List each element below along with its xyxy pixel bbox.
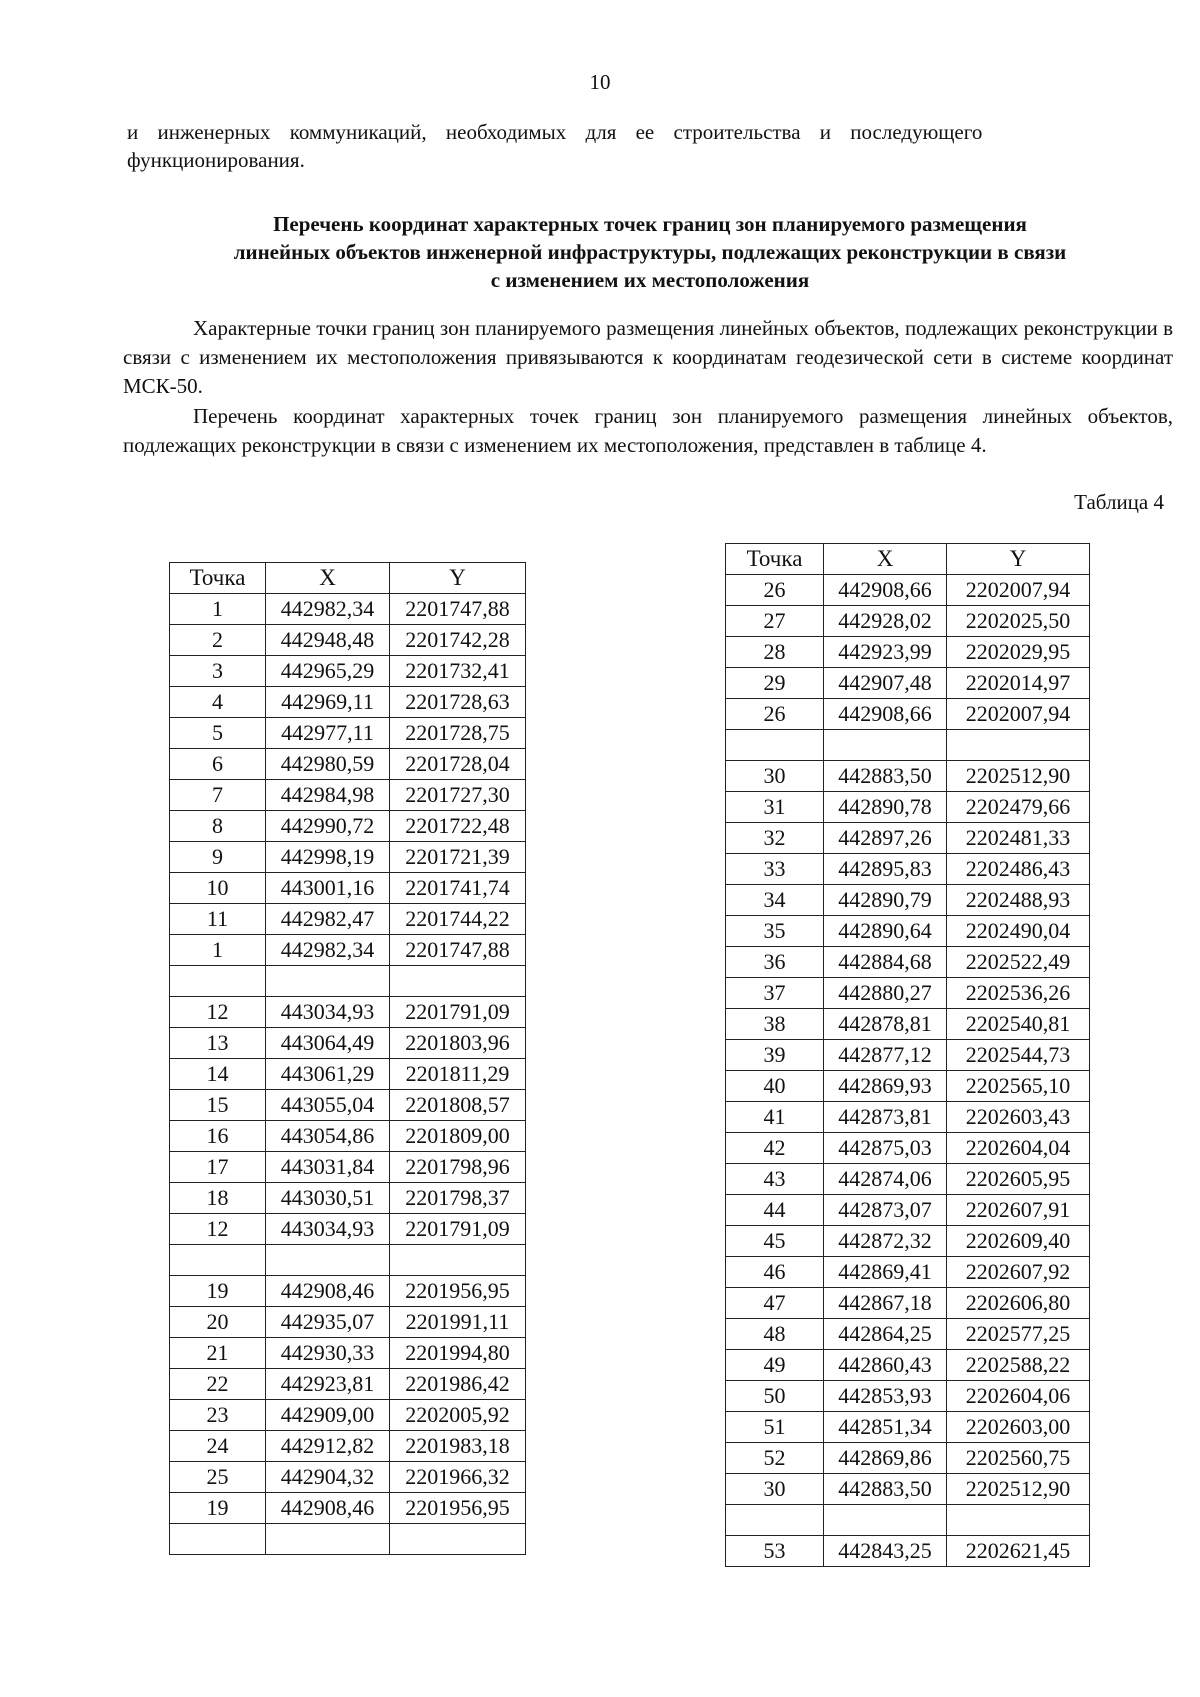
- cell-y: 2201991,11: [390, 1307, 526, 1338]
- cell-point: 9: [170, 842, 266, 873]
- table-row: [170, 625, 526, 656]
- cell-point: 15: [170, 1090, 266, 1121]
- table-row: [170, 1307, 526, 1338]
- cell-x: [266, 1245, 390, 1276]
- cell-y: [390, 1245, 526, 1276]
- cell-x: 442928,02: [824, 606, 947, 637]
- cell-y: [390, 966, 526, 997]
- table-row: [726, 606, 1090, 637]
- cell-x: 443030,51: [266, 1183, 390, 1214]
- cell-y: 2201744,22: [390, 904, 526, 935]
- cell-y: 2202488,93: [947, 885, 1090, 916]
- cell-x: 442977,11: [266, 718, 390, 749]
- cell-y: 2202588,22: [947, 1350, 1090, 1381]
- cell-point: 44: [726, 1195, 824, 1226]
- cell-y: 2202014,97: [947, 668, 1090, 699]
- table-row: [726, 1536, 1090, 1567]
- cell-point: 19: [170, 1493, 266, 1524]
- table-row: [726, 730, 1090, 761]
- cell-y: 2202479,66: [947, 792, 1090, 823]
- cell-y: 2201747,88: [390, 594, 526, 625]
- coordinates-table-left: [169, 562, 526, 1555]
- cell-y: 2202606,80: [947, 1288, 1090, 1319]
- cell-x: 442990,72: [266, 811, 390, 842]
- cell-x: 442923,99: [824, 637, 947, 668]
- cell-point: 48: [726, 1319, 824, 1350]
- cell-x: 442907,48: [824, 668, 947, 699]
- cell-x: 442890,64: [824, 916, 947, 947]
- cell-point: 49: [726, 1350, 824, 1381]
- cell-point: 5: [170, 718, 266, 749]
- cell-point: 18: [170, 1183, 266, 1214]
- cell-x: 442878,81: [824, 1009, 947, 1040]
- cell-x: 442908,46: [266, 1276, 390, 1307]
- table-row: [726, 885, 1090, 916]
- cell-x: 442890,79: [824, 885, 947, 916]
- cell-x: 442853,93: [824, 1381, 947, 1412]
- table-row: [170, 1245, 526, 1276]
- cell-point: 31: [726, 792, 824, 823]
- cell-x: 442982,47: [266, 904, 390, 935]
- cell-y: 2201811,29: [390, 1059, 526, 1090]
- cell-x: 442908,66: [824, 699, 947, 730]
- table-row: [170, 1152, 526, 1183]
- cell-x: [824, 730, 947, 761]
- cell-y: 2202486,43: [947, 854, 1090, 885]
- column-header-x: X: [824, 544, 947, 575]
- cell-point: 33: [726, 854, 824, 885]
- cell-y: 2202544,73: [947, 1040, 1090, 1071]
- cell-y: 2202536,26: [947, 978, 1090, 1009]
- table-row: [726, 1164, 1090, 1195]
- cell-point: 38: [726, 1009, 824, 1040]
- cell-point: 11: [170, 904, 266, 935]
- table-row: [170, 1431, 526, 1462]
- table-row: [726, 637, 1090, 668]
- cell-point: 42: [726, 1133, 824, 1164]
- cell-x: 442930,33: [266, 1338, 390, 1369]
- cell-y: 2202607,92: [947, 1257, 1090, 1288]
- coordinates-table-right: [725, 543, 1090, 1567]
- heading-line-3: с изменением их местоположения: [490, 268, 810, 292]
- cell-x: 442873,07: [824, 1195, 947, 1226]
- cell-x: 442969,11: [266, 687, 390, 718]
- cell-point: 7: [170, 780, 266, 811]
- cell-y: 2201798,37: [390, 1183, 526, 1214]
- cell-y: 2201721,39: [390, 842, 526, 873]
- cell-y: 2201741,74: [390, 873, 526, 904]
- table-row: [726, 1133, 1090, 1164]
- table-row: [170, 997, 526, 1028]
- cell-point: 51: [726, 1412, 824, 1443]
- cell-y: 2201983,18: [390, 1431, 526, 1462]
- cell-point: [170, 1245, 266, 1276]
- section-heading: [127, 210, 1173, 294]
- cell-x: 442883,50: [824, 761, 947, 792]
- cell-y: 2201798,96: [390, 1152, 526, 1183]
- cell-x: 443064,49: [266, 1028, 390, 1059]
- cell-point: 2: [170, 625, 266, 656]
- cell-point: [170, 966, 266, 997]
- table-row: [170, 749, 526, 780]
- continuation-line-2: функционирования.: [127, 148, 305, 172]
- cell-point: 16: [170, 1121, 266, 1152]
- table-row: [726, 916, 1090, 947]
- table-row: [170, 656, 526, 687]
- column-header-x: X: [266, 563, 390, 594]
- cell-x: [824, 1505, 947, 1536]
- table-row: [170, 1090, 526, 1121]
- table-row: [726, 1505, 1090, 1536]
- table-row: [170, 687, 526, 718]
- continuation-text: [127, 118, 1173, 174]
- cell-y: 2201986,42: [390, 1369, 526, 1400]
- cell-y: 2202609,40: [947, 1226, 1090, 1257]
- cell-x: 442980,59: [266, 749, 390, 780]
- cell-x: 443061,29: [266, 1059, 390, 1090]
- cell-point: 41: [726, 1102, 824, 1133]
- cell-y: 2202007,94: [947, 699, 1090, 730]
- cell-point: 34: [726, 885, 824, 916]
- cell-y: 2201742,28: [390, 625, 526, 656]
- column-header-point: Точка: [170, 563, 266, 594]
- cell-x: 442872,32: [824, 1226, 947, 1257]
- cell-y: 2201994,80: [390, 1338, 526, 1369]
- table-row: [170, 1028, 526, 1059]
- cell-x: 442935,07: [266, 1307, 390, 1338]
- cell-point: 29: [726, 668, 824, 699]
- cell-x: 442843,25: [824, 1536, 947, 1567]
- table-row: [170, 1183, 526, 1214]
- table-header-row: [726, 544, 1090, 575]
- cell-y: 2202522,49: [947, 947, 1090, 978]
- cell-point: 39: [726, 1040, 824, 1071]
- table-row: [170, 842, 526, 873]
- table-row: [726, 1443, 1090, 1474]
- cell-point: 19: [170, 1276, 266, 1307]
- cell-point: 6: [170, 749, 266, 780]
- cell-x: 442982,34: [266, 935, 390, 966]
- table-row: [726, 1226, 1090, 1257]
- cell-x: 442860,43: [824, 1350, 947, 1381]
- table-row: [170, 780, 526, 811]
- cell-point: 27: [726, 606, 824, 637]
- cell-x: 442909,00: [266, 1400, 390, 1431]
- table-row: [726, 947, 1090, 978]
- cell-point: 37: [726, 978, 824, 1009]
- cell-x: 442895,83: [824, 854, 947, 885]
- cell-x: 442912,82: [266, 1431, 390, 1462]
- cell-y: [947, 730, 1090, 761]
- cell-y: 2201808,57: [390, 1090, 526, 1121]
- cell-y: [947, 1505, 1090, 1536]
- cell-point: 26: [726, 575, 824, 606]
- cell-point: 20: [170, 1307, 266, 1338]
- cell-x: 443054,86: [266, 1121, 390, 1152]
- cell-y: 2202605,95: [947, 1164, 1090, 1195]
- cell-point: [726, 1505, 824, 1536]
- cell-point: 14: [170, 1059, 266, 1090]
- cell-x: 442948,48: [266, 625, 390, 656]
- cell-point: 13: [170, 1028, 266, 1059]
- table-row: [170, 873, 526, 904]
- cell-point: 3: [170, 656, 266, 687]
- table-row: [170, 904, 526, 935]
- cell-y: 2202512,90: [947, 761, 1090, 792]
- cell-y: 2201791,09: [390, 997, 526, 1028]
- cell-x: 442874,06: [824, 1164, 947, 1195]
- cell-y: 2201791,09: [390, 1214, 526, 1245]
- table-header-row: [170, 563, 526, 594]
- cell-point: 23: [170, 1400, 266, 1431]
- cell-x: 442965,29: [266, 656, 390, 687]
- cell-x: 442923,81: [266, 1369, 390, 1400]
- cell-x: 442908,46: [266, 1493, 390, 1524]
- cell-point: 22: [170, 1369, 266, 1400]
- heading-line-2: линейных объектов инженерной инфраструктуры, подлежащих реконструкции в связи: [233, 240, 1067, 264]
- table-row: [726, 699, 1090, 730]
- cell-x: 442864,25: [824, 1319, 947, 1350]
- cell-y: 2202560,75: [947, 1443, 1090, 1474]
- table-row: [170, 1121, 526, 1152]
- table-row: [726, 1257, 1090, 1288]
- cell-x: 442984,98: [266, 780, 390, 811]
- cell-x: 443034,93: [266, 997, 390, 1028]
- cell-y: 2202540,81: [947, 1009, 1090, 1040]
- table-row: [726, 1009, 1090, 1040]
- table-row: [726, 1319, 1090, 1350]
- cell-y: 2201732,41: [390, 656, 526, 687]
- column-header-y: Y: [947, 544, 1090, 575]
- cell-y: 2202490,04: [947, 916, 1090, 947]
- cell-y: 2202481,33: [947, 823, 1090, 854]
- cell-y: 2202621,45: [947, 1536, 1090, 1567]
- paragraph-2: Перечень координат характерных точек границ зон планируемого размещения линейных объектов, подлежащих реконструкции в связи с изменением их местоположения, представлен в таблице 4.: [123, 404, 1173, 457]
- cell-y: 2201956,95: [390, 1276, 526, 1307]
- page-number: 10: [589, 70, 611, 94]
- cell-y: [390, 1524, 526, 1555]
- table-row: [726, 1350, 1090, 1381]
- cell-point: 26: [726, 699, 824, 730]
- cell-x: [266, 1524, 390, 1555]
- cell-point: 24: [170, 1431, 266, 1462]
- table-row: [726, 1102, 1090, 1133]
- cell-y: 2201803,96: [390, 1028, 526, 1059]
- cell-point: 46: [726, 1257, 824, 1288]
- cell-x: 442982,34: [266, 594, 390, 625]
- cell-x: 442880,27: [824, 978, 947, 1009]
- cell-x: 442998,19: [266, 842, 390, 873]
- table-row: [170, 1214, 526, 1245]
- cell-y: 2201727,30: [390, 780, 526, 811]
- cell-x: 443034,93: [266, 1214, 390, 1245]
- cell-x: 443031,84: [266, 1152, 390, 1183]
- cell-y: 2202603,43: [947, 1102, 1090, 1133]
- table-row: [170, 1369, 526, 1400]
- cell-point: 53: [726, 1536, 824, 1567]
- cell-y: 2202005,92: [390, 1400, 526, 1431]
- cell-y: 2202604,04: [947, 1133, 1090, 1164]
- table-row: [170, 1338, 526, 1369]
- cell-point: 4: [170, 687, 266, 718]
- table-row: [170, 1059, 526, 1090]
- cell-x: 442869,86: [824, 1443, 947, 1474]
- cell-y: 2202007,94: [947, 575, 1090, 606]
- cell-x: 442867,18: [824, 1288, 947, 1319]
- cell-x: 443055,04: [266, 1090, 390, 1121]
- table-row: [726, 761, 1090, 792]
- cell-point: 8: [170, 811, 266, 842]
- cell-point: 30: [726, 1474, 824, 1505]
- cell-point: 1: [170, 935, 266, 966]
- cell-point: 35: [726, 916, 824, 947]
- cell-y: 2201966,32: [390, 1462, 526, 1493]
- cell-point: 52: [726, 1443, 824, 1474]
- cell-y: 2201722,48: [390, 811, 526, 842]
- cell-x: 442883,50: [824, 1474, 947, 1505]
- cell-y: 2202025,50: [947, 606, 1090, 637]
- table-row: [726, 668, 1090, 699]
- table-label: Таблица 4: [1074, 490, 1164, 514]
- cell-x: 442869,93: [824, 1071, 947, 1102]
- table-row: [170, 811, 526, 842]
- cell-point: 25: [170, 1462, 266, 1493]
- table-row: [170, 1524, 526, 1555]
- cell-point: 17: [170, 1152, 266, 1183]
- table-row: [726, 1381, 1090, 1412]
- cell-x: 442869,41: [824, 1257, 947, 1288]
- table-row: [170, 1462, 526, 1493]
- cell-x: 442908,66: [824, 575, 947, 606]
- table-row: [726, 1195, 1090, 1226]
- cell-y: 2202029,95: [947, 637, 1090, 668]
- cell-x: 442897,26: [824, 823, 947, 854]
- table-row: [170, 935, 526, 966]
- column-header-y: Y: [390, 563, 526, 594]
- cell-point: 32: [726, 823, 824, 854]
- cell-point: 40: [726, 1071, 824, 1102]
- cell-point: 45: [726, 1226, 824, 1257]
- cell-point: [170, 1524, 266, 1555]
- cell-y: 2201809,00: [390, 1121, 526, 1152]
- cell-x: 443001,16: [266, 873, 390, 904]
- table-row: [170, 1493, 526, 1524]
- table-row: [726, 575, 1090, 606]
- cell-point: 47: [726, 1288, 824, 1319]
- cell-y: 2201956,95: [390, 1493, 526, 1524]
- cell-x: 442890,78: [824, 792, 947, 823]
- table-row: [170, 966, 526, 997]
- table-row: [726, 1412, 1090, 1443]
- cell-point: 43: [726, 1164, 824, 1195]
- cell-y: 2202565,10: [947, 1071, 1090, 1102]
- cell-y: 2202607,91: [947, 1195, 1090, 1226]
- table-row: [170, 1400, 526, 1431]
- column-header-point: Точка: [726, 544, 824, 575]
- table-row: [726, 1040, 1090, 1071]
- table-row: [170, 1276, 526, 1307]
- table-row: [726, 1474, 1090, 1505]
- cell-point: 30: [726, 761, 824, 792]
- cell-y: 2202577,25: [947, 1319, 1090, 1350]
- cell-x: 442884,68: [824, 947, 947, 978]
- table-row: [170, 594, 526, 625]
- table-row: [726, 978, 1090, 1009]
- cell-x: 442904,32: [266, 1462, 390, 1493]
- cell-point: 1: [170, 594, 266, 625]
- cell-point: 36: [726, 947, 824, 978]
- cell-point: 12: [170, 1214, 266, 1245]
- table-row: [726, 854, 1090, 885]
- table-row: [170, 718, 526, 749]
- cell-x: 442877,12: [824, 1040, 947, 1071]
- heading-line-1: Перечень координат характерных точек границ зон планируемого размещения: [273, 212, 1027, 236]
- cell-point: [726, 730, 824, 761]
- cell-y: 2201728,04: [390, 749, 526, 780]
- paragraph-1: Характерные точки границ зон планируемого размещения линейных объектов, подлежащих реконструкции в связи с изменением их местоположения привязываются к координатам геодезической сети в системе координат МСК-50.: [123, 316, 1173, 398]
- cell-point: 12: [170, 997, 266, 1028]
- cell-x: 442875,03: [824, 1133, 947, 1164]
- cell-y: 2201728,75: [390, 718, 526, 749]
- cell-point: 28: [726, 637, 824, 668]
- table-row: [726, 823, 1090, 854]
- cell-point: 50: [726, 1381, 824, 1412]
- table-row: [726, 792, 1090, 823]
- continuation-line-1: и инженерных коммуникаций, необходимых для ее строительства и последующего: [127, 120, 983, 144]
- cell-point: 21: [170, 1338, 266, 1369]
- table-row: [726, 1288, 1090, 1319]
- cell-point: 10: [170, 873, 266, 904]
- cell-y: 2202512,90: [947, 1474, 1090, 1505]
- cell-y: 2201747,88: [390, 935, 526, 966]
- cell-y: 2202603,00: [947, 1412, 1090, 1443]
- cell-x: [266, 966, 390, 997]
- table-row: [726, 1071, 1090, 1102]
- cell-y: 2202604,06: [947, 1381, 1090, 1412]
- cell-x: 442851,34: [824, 1412, 947, 1443]
- cell-y: 2201728,63: [390, 687, 526, 718]
- cell-x: 442873,81: [824, 1102, 947, 1133]
